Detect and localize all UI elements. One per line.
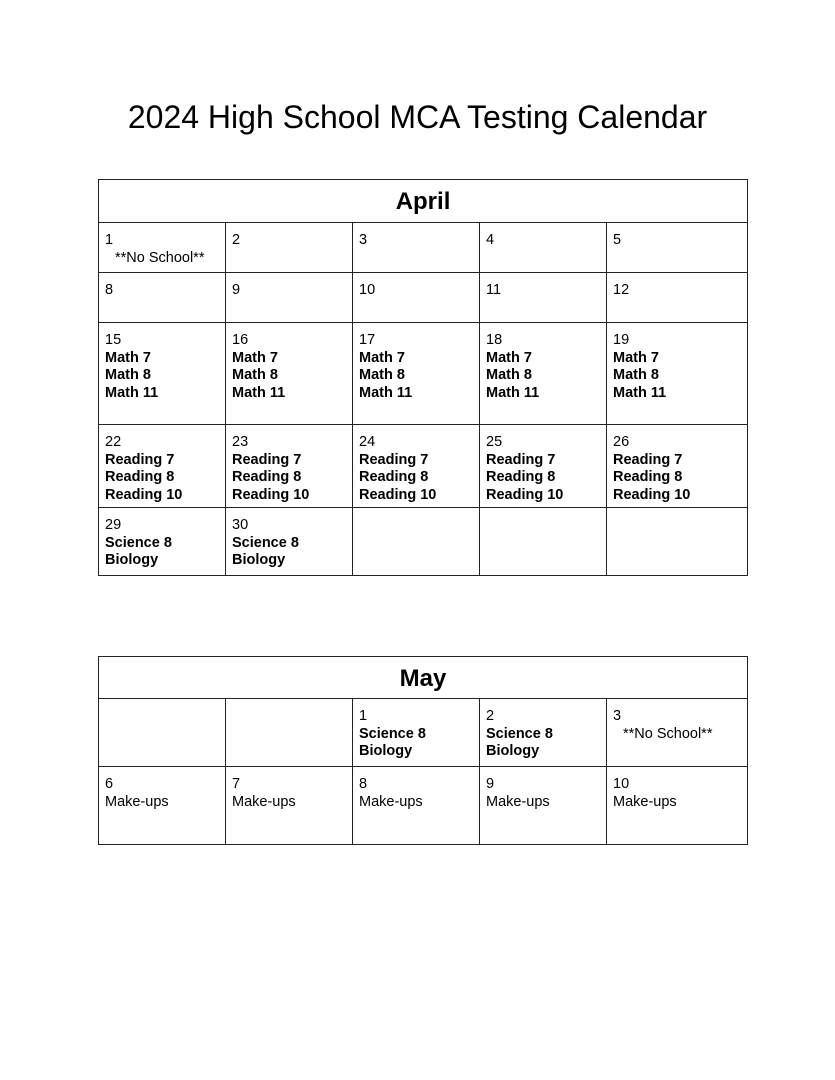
test-subject: Reading 7 [613, 451, 683, 468]
day-cell [226, 273, 353, 323]
day-cell [353, 323, 480, 425]
day-cell [226, 323, 353, 425]
day-number: 19 [613, 332, 630, 348]
test-subject: Reading 10 [486, 486, 564, 503]
day-cell [353, 767, 480, 845]
empty-day-cell [99, 699, 226, 767]
day-number: 24 [359, 434, 376, 450]
may-weeks [99, 699, 748, 845]
test-subject: Math 7 [105, 349, 151, 366]
may-calendar-table [98, 656, 748, 845]
day-cell [226, 223, 353, 273]
day-cell [607, 699, 748, 767]
test-subject: Math 11 [486, 384, 540, 401]
day-cell [353, 223, 480, 273]
test-subject: Math 8 [232, 367, 278, 383]
empty-day-cell [353, 508, 480, 576]
day-number: 1 [359, 708, 368, 724]
test-subject: Reading 10 [232, 486, 310, 503]
day-number: 3 [359, 232, 368, 248]
day-cell [480, 273, 607, 323]
day-number: 23 [232, 434, 249, 450]
day-cell [480, 699, 607, 767]
test-subject: Math 8 [486, 367, 532, 383]
day-cell [226, 508, 353, 576]
test-subject: Reading 8 [232, 469, 302, 485]
test-subject: Reading 8 [486, 469, 556, 485]
test-subject: Reading 7 [486, 451, 556, 468]
test-subject: Science 8 [359, 725, 426, 742]
test-subject: Reading 8 [105, 469, 175, 485]
test-subject: Reading 8 [359, 469, 429, 485]
test-subject: Math 7 [359, 349, 405, 366]
day-number: 1 [105, 232, 114, 248]
week-row [99, 425, 748, 508]
test-subject: Reading 7 [105, 451, 175, 468]
day-cell [99, 508, 226, 576]
day-number: 12 [613, 282, 630, 298]
week-row [99, 767, 748, 845]
test-subject: Reading 8 [613, 469, 683, 485]
empty-day-cell [480, 508, 607, 576]
test-subject: Reading 10 [359, 486, 437, 503]
month-header-may: May [99, 657, 748, 699]
no-school-note: **No School** [115, 249, 205, 266]
day-number: 18 [486, 332, 503, 348]
day-number: 11 [486, 282, 502, 298]
day-number: 16 [232, 332, 249, 348]
day-number: 9 [232, 282, 241, 298]
day-cell [480, 323, 607, 425]
page-title: 2024 High School MCA Testing Calendar [127, 99, 708, 135]
day-number: 8 [105, 282, 114, 298]
test-subject: Reading 7 [359, 451, 429, 468]
test-subject: Biology [486, 743, 540, 759]
day-cell [226, 767, 353, 845]
day-number: 22 [105, 434, 122, 450]
test-subject: Biology [232, 552, 286, 568]
day-cell [607, 273, 748, 323]
day-cell [226, 425, 353, 508]
day-number: 25 [486, 434, 503, 450]
test-subject: Reading 10 [613, 486, 691, 503]
test-subject: Biology [359, 743, 413, 759]
day-number: 6 [105, 776, 114, 792]
day-number: 2 [486, 708, 495, 724]
day-cell [480, 223, 607, 273]
day-number: 29 [105, 517, 122, 533]
day-number: 7 [232, 776, 241, 792]
day-number: 17 [359, 332, 376, 348]
test-subject: Science 8 [486, 725, 553, 742]
april-calendar-table [98, 179, 748, 576]
day-number: 3 [613, 708, 622, 724]
empty-day-cell [607, 508, 748, 576]
day-number: 10 [359, 282, 376, 298]
week-row [99, 508, 748, 576]
test-subject: Math 7 [613, 349, 659, 366]
day-cell [607, 323, 748, 425]
day-cell [99, 273, 226, 323]
makeup-label: Make-ups [613, 793, 677, 810]
makeup-label: Make-ups [486, 793, 550, 810]
test-subject: Biology [105, 552, 159, 568]
week-row [99, 273, 748, 323]
day-number: 4 [486, 232, 495, 248]
test-subject: Math 7 [486, 349, 532, 366]
day-number: 10 [613, 776, 630, 792]
no-school-note: **No School** [623, 725, 713, 742]
day-number: 15 [105, 332, 122, 348]
test-subject: Math 11 [359, 384, 413, 401]
day-cell [480, 767, 607, 845]
day-cell [99, 223, 226, 273]
day-number: 30 [232, 517, 249, 533]
day-cell [607, 767, 748, 845]
day-number: 9 [486, 776, 495, 792]
empty-day-cell [226, 699, 353, 767]
test-subject: Reading 10 [105, 486, 183, 503]
week-row [99, 323, 748, 425]
makeup-label: Make-ups [105, 793, 169, 810]
test-subject: Math 7 [232, 349, 278, 366]
makeup-label: Make-ups [359, 793, 423, 810]
week-row [99, 699, 748, 767]
day-number: 8 [359, 776, 368, 792]
day-number: 26 [613, 434, 630, 450]
test-subject: Math 11 [232, 384, 286, 401]
day-cell [99, 425, 226, 508]
test-subject: Science 8 [232, 534, 299, 551]
day-cell [480, 425, 607, 508]
day-cell [353, 425, 480, 508]
day-cell [99, 323, 226, 425]
test-subject: Math 11 [105, 384, 159, 401]
april-weeks [99, 223, 748, 576]
day-cell [353, 273, 480, 323]
day-number: 2 [232, 232, 241, 248]
test-subject: Math 8 [359, 367, 405, 383]
test-subject: Math 8 [105, 367, 151, 383]
day-cell [99, 767, 226, 845]
week-row [99, 223, 748, 273]
day-cell [353, 699, 480, 767]
day-cell [607, 223, 748, 273]
day-number: 5 [613, 232, 622, 248]
test-subject: Reading 7 [232, 451, 302, 468]
test-subject: Math 8 [613, 367, 659, 383]
month-header-april: April [99, 180, 748, 223]
makeup-label: Make-ups [232, 793, 296, 810]
test-subject: Math 11 [613, 384, 667, 401]
test-subject: Science 8 [105, 534, 172, 551]
day-cell [607, 425, 748, 508]
